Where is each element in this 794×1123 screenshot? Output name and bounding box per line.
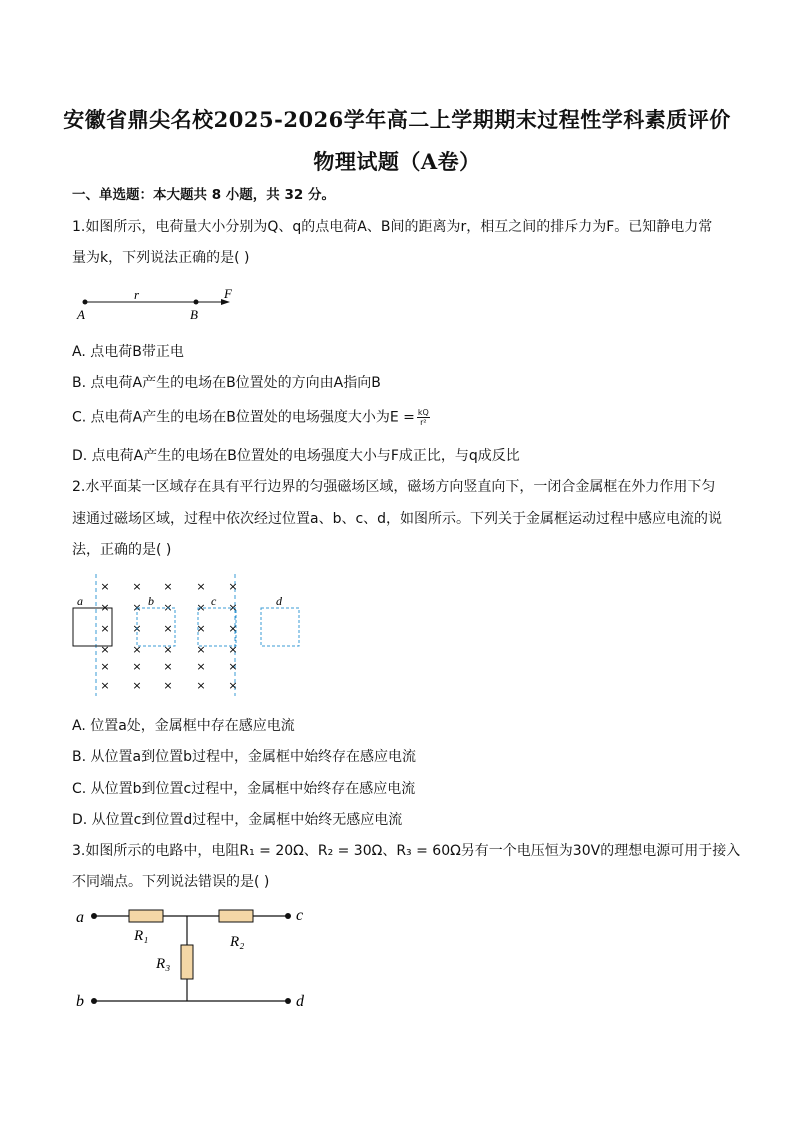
frame-position-d — [261, 608, 299, 646]
q2-figure-magnetic-field — [68, 572, 308, 698]
q2-label-a: a — [77, 594, 83, 608]
field-cross-icon: × — [100, 643, 110, 656]
q2-stem-line1: 2.水平面某一区域存在具有平行边界的匀强磁场区域，磁场方向竖直向下，一闭合金属框在外力作用下匀 — [72, 479, 716, 495]
exam-title-line1: 安徽省鼎尖名校2025-2026学年高二上学期期末过程性学科素质评价 — [63, 107, 731, 132]
magnetic-field-crosses — [100, 580, 237, 692]
field-cross-icon: × — [196, 622, 206, 635]
q1-option-c-text: C. 点电荷A产生的电场在B位置处的电场强度大小为E = — [72, 409, 415, 426]
q3-label-c: c — [296, 907, 304, 924]
q1-figure-charges — [72, 282, 247, 324]
resistor-r3 — [181, 945, 193, 979]
field-cross-icon: × — [228, 679, 238, 692]
q1-option-d: D. 点电荷A产生的电场在B位置处的电场强度大小与F成正比，与q成反比 — [72, 448, 520, 464]
q1-option-b: B. 点电荷A产生的电场在B位置处的方向由A指向B — [72, 375, 381, 391]
q1-option-c — [72, 408, 430, 427]
field-cross-icon: × — [228, 622, 238, 635]
terminal-d — [285, 998, 291, 1004]
q3-label-d: d — [296, 993, 304, 1010]
q1-stem-line2: 量为k，下列说法正确的是( ) — [72, 250, 250, 266]
q3-figure-circuit — [72, 898, 322, 1016]
field-cross-icon: × — [132, 679, 142, 692]
field-cross-icon: × — [132, 660, 142, 673]
exam-title-line2: 物理试题（A卷） — [313, 149, 481, 174]
field-cross-icon: × — [100, 622, 110, 635]
q3-label-r2: R₂ — [230, 934, 245, 950]
field-cross-icon: × — [100, 679, 110, 692]
q2-label-c: c — [211, 594, 217, 608]
field-cross-icon: × — [228, 601, 238, 614]
q1-option-a: A. 点电荷B带正电 — [72, 344, 184, 360]
field-cross-icon: × — [163, 580, 173, 593]
field-cross-icon: × — [132, 580, 142, 593]
q2-option-b: B. 从位置a到位置b过程中，金属框中始终存在感应电流 — [72, 749, 416, 765]
field-cross-icon: × — [196, 643, 206, 656]
q2-option-d: D. 从位置c到位置d过程中，金属框中始终无感应电流 — [72, 812, 403, 828]
q2-label-d: d — [276, 594, 282, 608]
q1-option-c-fraction — [417, 408, 430, 427]
field-cross-icon: × — [196, 580, 206, 593]
resistor-r1 — [129, 910, 163, 922]
field-cross-icon: × — [100, 660, 110, 673]
q2-option-c: C. 从位置b到位置c过程中，金属框中始终存在感应电流 — [72, 781, 416, 797]
q3-label-r3: R₃ — [156, 956, 171, 972]
field-cross-icon: × — [228, 643, 238, 656]
field-cross-icon: × — [163, 622, 173, 635]
q1-charge-a-dot — [83, 300, 88, 305]
q3-label-a: a — [76, 909, 84, 926]
q2-option-a: A. 位置a处，金属框中存在感应电流 — [72, 718, 295, 734]
resistor-r2 — [219, 910, 253, 922]
q1-stem-line1: 1.如图所示，电荷量大小分别为Q、q的点电荷A、B间的距离为r，相互之间的排斥力为F。已知静电力常 — [72, 219, 713, 235]
q1-charge-b-dot — [194, 300, 199, 305]
section-heading: 一、单选题：本大题共 8 小题，共 32 分。 — [72, 187, 335, 203]
field-cross-icon: × — [163, 660, 173, 673]
q2-stem-line3: 法，正确的是( ) — [72, 542, 172, 558]
field-cross-icon: × — [100, 601, 110, 614]
q1-label-r: r — [134, 287, 140, 302]
q3-label-b: b — [76, 993, 84, 1010]
field-cross-icon: × — [196, 601, 206, 614]
field-cross-icon: × — [163, 601, 173, 614]
field-cross-icon: × — [163, 679, 173, 692]
field-cross-icon: × — [132, 643, 142, 656]
field-cross-icon: × — [100, 580, 110, 593]
field-cross-icon: × — [196, 679, 206, 692]
field-cross-icon: × — [132, 622, 142, 635]
q3-stem-line2: 不同端点。下列说法错误的是( ) — [72, 874, 270, 890]
field-cross-icon: × — [228, 660, 238, 673]
q3-label-r1: R₁ — [134, 928, 149, 944]
q1-label-f: F — [224, 286, 232, 301]
terminal-b — [91, 998, 97, 1004]
q2-label-b: b — [148, 594, 154, 608]
q1-label-b: B — [190, 307, 198, 322]
field-cross-icon: × — [163, 643, 173, 656]
field-cross-icon: × — [196, 660, 206, 673]
q2-stem-line2: 速通过磁场区域，过程中依次经过位置a、b、c、d，如图所示。下列关于金属框运动过程中感应电流的说 — [72, 511, 723, 527]
fraction-denominator: r² — [420, 418, 427, 427]
fraction-numerator: kQ — [417, 408, 429, 417]
terminal-c — [285, 913, 291, 919]
terminal-a — [91, 913, 97, 919]
q3-stem-line1: 3.如图所示的电路中，电阻R₁ = 20Ω、R₂ = 30Ω、R₃ = 60Ω另有一个电压恒为30V的理想电源可用于接入 — [72, 843, 741, 859]
q1-label-a: A — [77, 307, 85, 322]
field-cross-icon: × — [132, 601, 142, 614]
field-cross-icon: × — [228, 580, 238, 593]
